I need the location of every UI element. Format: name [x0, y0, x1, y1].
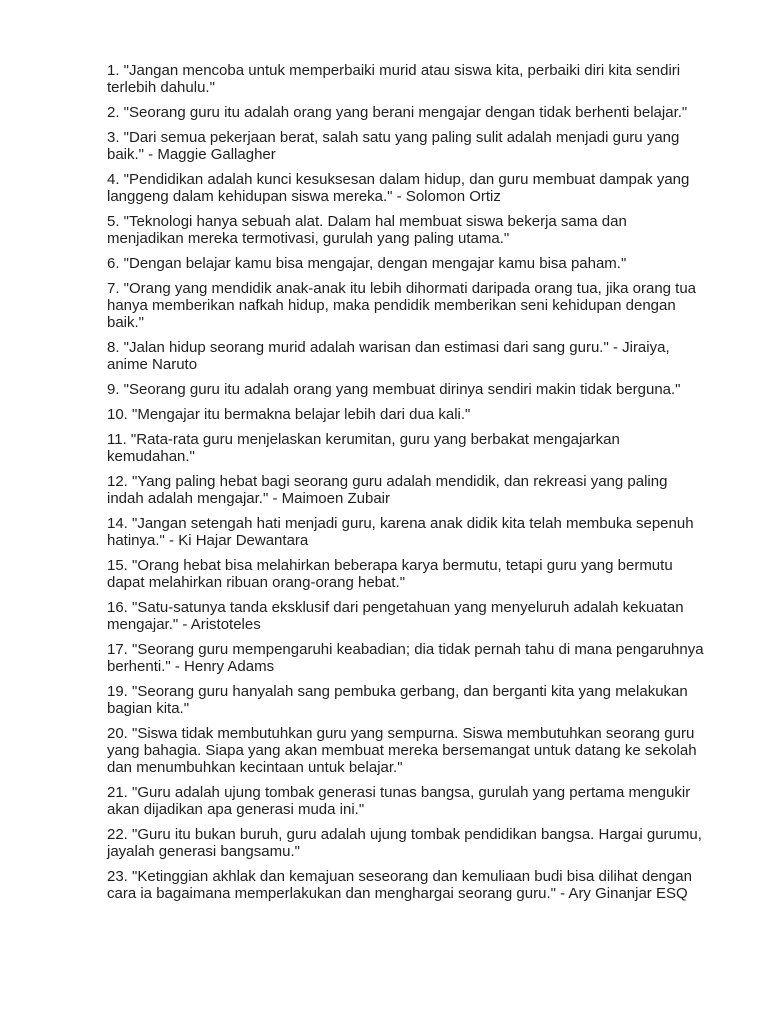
quote-item: 8. "Jalan hidup seorang murid adalah warisan dan estimasi dari sang guru." - Jiraiya, anime Naruto [107, 339, 670, 373]
quote-item: 1. "Jangan mencoba untuk memperbaiki murid atau siswa kita, perbaiki diri kita sendiri terlebih dahulu." [107, 62, 681, 96]
quote-item: 3. "Dari semua pekerjaan berat, salah satu yang paling sulit adalah menjadi guru yang baik." - Maggie Gallagher [107, 129, 680, 163]
quote-item: 21. "Guru adalah ujung tombak generasi tunas bangsa, gurulah yang pertama mengukir akan dijadikan apa generasi muda ini." [107, 784, 691, 818]
quote-item: 11. "Rata-rata guru menjelaskan kerumitan, guru yang berbakat mengajarkan kemudahan." [107, 431, 620, 465]
quote-item: 15. "Orang hebat bisa melahirkan beberapa karya bermutu, tetapi guru yang bermutu dapat melahirkan ribuan orang-orang hebat." [107, 557, 673, 591]
quote-item: 9. "Seorang guru itu adalah orang yang membuat dirinya sendiri makin tidak berguna." [107, 381, 681, 398]
quote-item: 16. "Satu-satunya tanda eksklusif dari pengetahuan yang menyeluruh adalah kekuatan mengajar." - Aristoteles [107, 599, 684, 633]
quote-item: 7. "Orang yang mendidik anak-anak itu lebih dihormati daripada orang tua, jika orang tua hanya memberikan nafkah hidup, maka pendidik memberikan seni kehidupan dengan baik." [107, 280, 697, 331]
quote-item: 23. "Ketinggian akhlak dan kemajuan seseorang dan kemuliaan budi bisa dilihat dengan cara ia bagaimana memperlakukan dan menghargai seorang guru." - Ary Ginanjar ESQ [107, 868, 692, 902]
quote-item: 12. "Yang paling hebat bagi seorang guru adalah mendidik, dan rekreasi yang paling indah adalah mengajar." - Maimoen Zubair [107, 473, 668, 507]
quote-item: 5. "Teknologi hanya sebuah alat. Dalam hal membuat siswa bekerja sama dan menjadikan mereka termotivasi, gurulah yang paling utama." [107, 213, 627, 247]
quote-item: 19. "Seorang guru hanyalah sang pembuka gerbang, dan berganti kita yang melakukan bagian kita." [107, 683, 688, 717]
quote-item: 2. "Seorang guru itu adalah orang yang berani mengajar dengan tidak berhenti belajar." [107, 104, 688, 121]
quote-item: 4. "Pendidikan adalah kunci kesuksesan dalam hidup, dan guru membuat dampak yang langgeng dalam kehidupan siswa mereka." - Solomon Ortiz [107, 171, 690, 205]
quote-item: 20. "Siswa tidak membutuhkan guru yang sempurna. Siswa membutuhkan seorang guru yang bahagia. Siapa yang akan membuat mereka bersemangat untuk datang ke sekolah dan menumbuhkan kecintaan untuk belajar." [107, 725, 697, 776]
quote-item: 22. "Guru itu bukan buruh, guru adalah ujung tombak pendidikan bangsa. Hargai gurumu, jayalah generasi bangsamu." [107, 826, 702, 860]
quote-list [107, 62, 707, 910]
quote-item: 14. "Jangan setengah hati menjadi guru, karena anak didik kita telah membuka sepenuh hatinya." - Ki Hajar Dewantara [107, 515, 694, 549]
quote-item: 17. "Seorang guru mempengaruhi keabadian; dia tidak pernah tahu di mana pengaruhnya berhenti." - Henry Adams [107, 641, 704, 675]
quote-item: 10. "Mengajar itu bermakna belajar lebih dari dua kali." [107, 406, 471, 423]
quote-item: 6. "Dengan belajar kamu bisa mengajar, dengan mengajar kamu bisa paham." [107, 255, 627, 272]
